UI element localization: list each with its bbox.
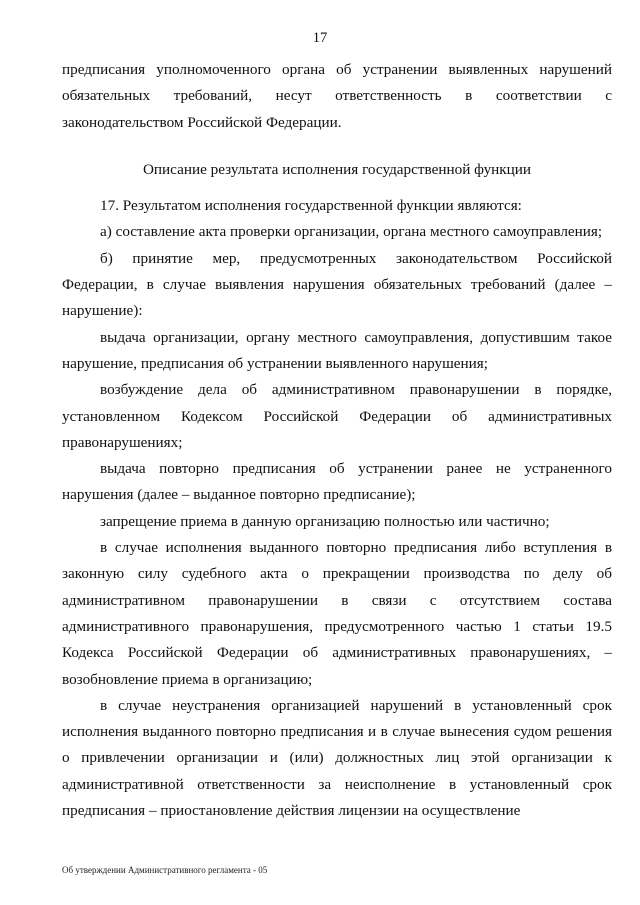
paragraph-subitem-a: а) составление акта проверки организации, органа местного самоуправления; xyxy=(100,223,603,241)
footer-document-id: Об утверждении Административного регламента - 05 xyxy=(62,865,268,875)
paragraph-continuation: предписания уполномоченного органа об устранении выявленных нарушений обязательных требований, несут ответственность в соответствии с законодательством Российской Федерации. xyxy=(62,61,612,131)
paragraph-subitem-b: б) принятие мер, предусмотренных законодательством Российской Федерации, в случае выявления нарушения обязательных требований (далее – нарушение): xyxy=(62,249,612,320)
paragraph-repeat-order: выдача повторно предписания об устранении ранее не устраненного нарушения (далее – выданное повторно предписание); xyxy=(62,460,612,504)
paragraph-issue-order: выдача организации, органу местного самоуправления, допустившим такое нарушение, предписания об устранении выявленного нарушения; xyxy=(62,328,612,372)
paragraph-resume-admission: в случае исполнения выданного повторно предписания либо вступления в законную силу судебного акта о прекращении производства по делу об административном правонарушении в связи с отсутствием состава административного правонарушения, предусмотренного частью 1 статьи 19.5 Кодекса Российской Федерации об административных правонарушениях, – возобновление приема в организацию; xyxy=(62,539,612,688)
paragraph-license-suspension: в случае неустранения организацией нарушений в установленный срок исполнения выданного повторно предписания и в случае вынесения судом решения о привлечении организации и (или) должностных лиц этой организации к административной ответственности за неисполнение в установленный срок предписания – приостановление действия лицензии на осуществление xyxy=(62,696,612,820)
document-body xyxy=(62,57,612,824)
page-number: 17 xyxy=(312,30,328,46)
paragraph-admission-ban: запрещение приема в данную организацию полностью или частично; xyxy=(100,512,550,530)
section-heading: Описание результата исполнения государственной функции xyxy=(142,160,532,178)
paragraph-item-17: 17. Результатом исполнения государственной функции являются: xyxy=(100,197,522,215)
paragraph-initiate-case: возбуждение дела об административном правонарушении в порядке, установленном Кодексом Российской Федерации об административных правонарушениях; xyxy=(62,381,612,451)
